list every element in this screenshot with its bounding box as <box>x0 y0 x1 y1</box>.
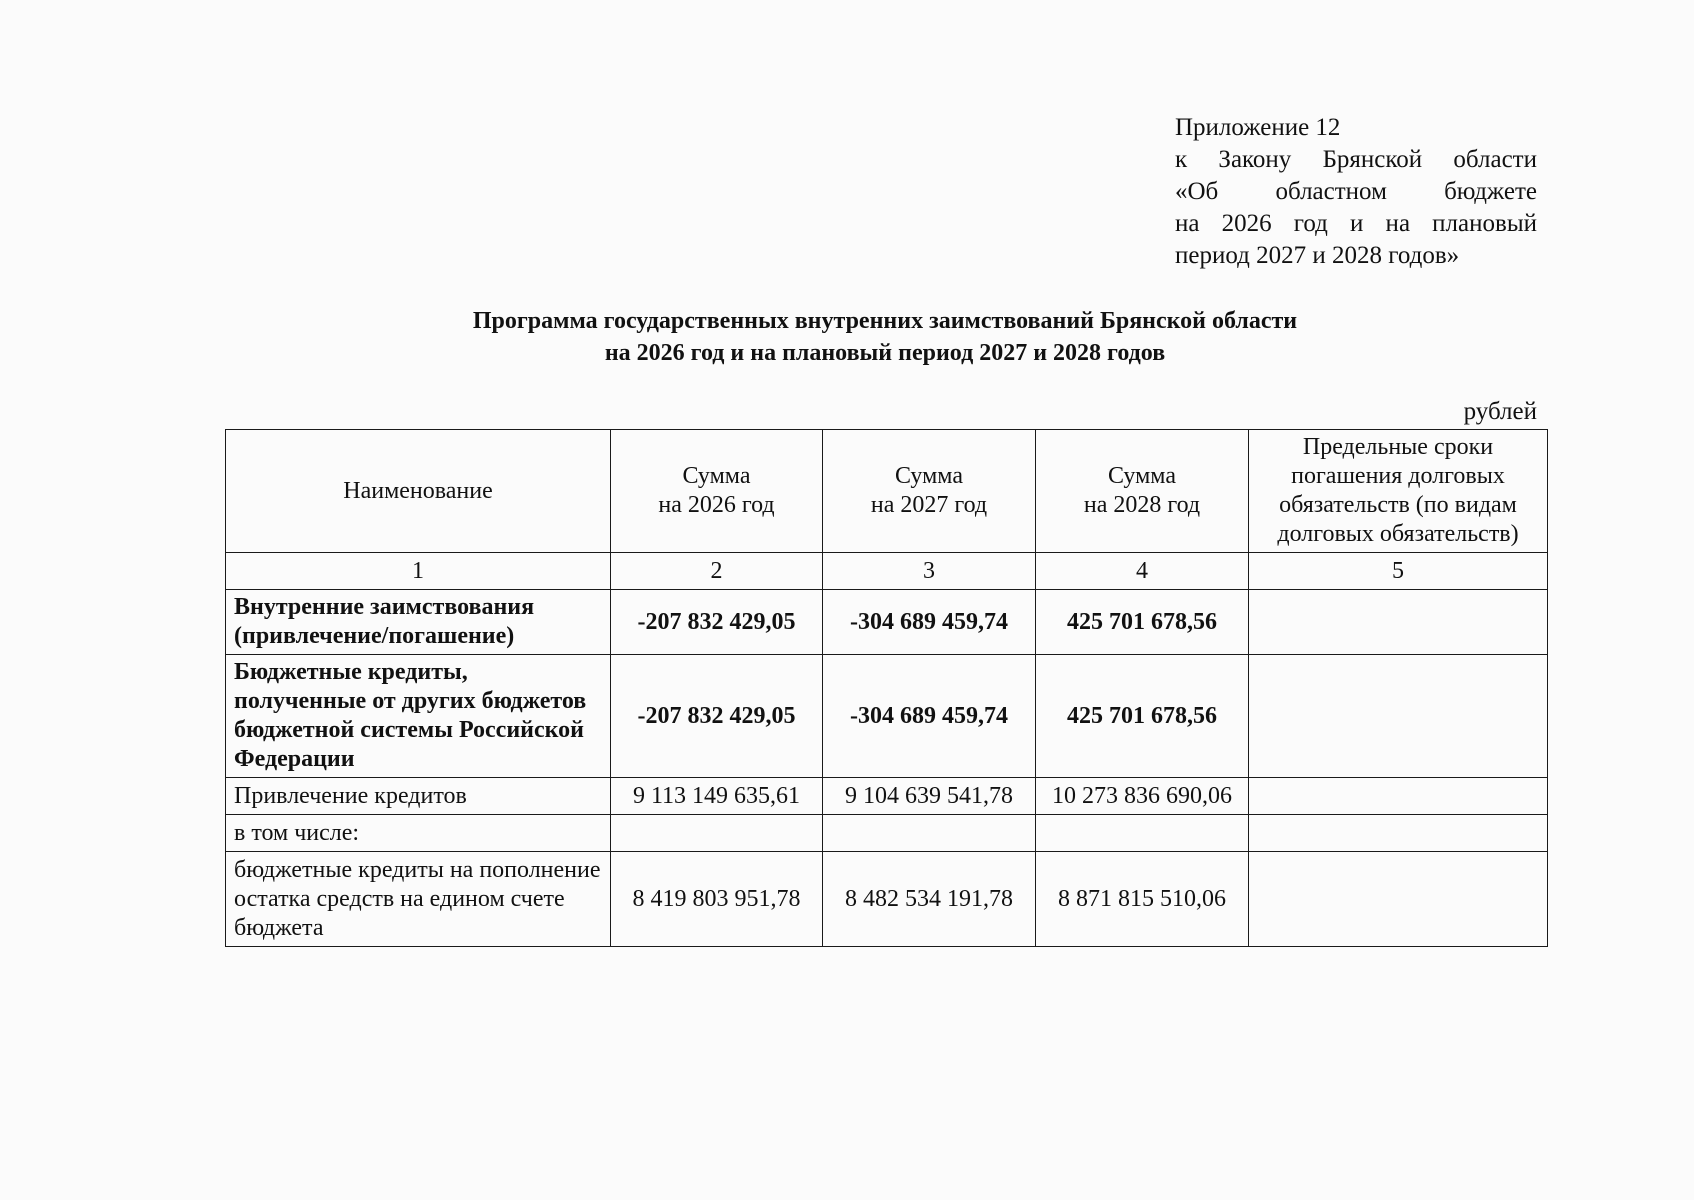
header-sum-2028-line1: Сумма <box>1108 463 1176 489</box>
row-value-2028: 10 273 836 690,06 <box>1036 778 1249 815</box>
header-sum-2028-line2: на 2028 год <box>1083 492 1201 518</box>
row-value-2027: 9 104 639 541,78 <box>823 778 1036 815</box>
row-value-2028: 8 871 815 510,06 <box>1036 852 1249 947</box>
row-terms <box>1249 815 1548 852</box>
row-value-2027: -304 689 459,74 <box>823 590 1036 655</box>
appendix-line-4: на 2026 год и на плановый <box>1175 210 1537 237</box>
appendix-line-2: к Закону Брянской области <box>1175 146 1537 173</box>
table-row <box>226 778 1548 815</box>
row-terms <box>1249 590 1548 655</box>
table-row <box>226 655 1548 778</box>
row-value-2027: 8 482 534 191,78 <box>823 852 1036 947</box>
units-label: рублей <box>1463 398 1537 425</box>
title-line-2: на 2026 год и на плановый период 2027 и 2028 годов <box>604 340 1166 366</box>
row-value-2026: 9 113 149 635,61 <box>611 778 823 815</box>
header-sum-2026-line1: Сумма <box>682 463 751 489</box>
document-title <box>225 305 1545 369</box>
table-row <box>226 590 1548 655</box>
row-value-2026: -207 832 429,05 <box>611 655 823 778</box>
table-row <box>226 815 1548 852</box>
appendix-line-1: Приложение 12 <box>1175 114 1341 141</box>
header-sum-2027 <box>823 430 1036 553</box>
appendix-block <box>1175 112 1537 272</box>
row-value-2028: 425 701 678,56 <box>1036 655 1249 778</box>
row-name: Привлечение кредитов <box>226 778 611 815</box>
column-number-row <box>226 553 1548 590</box>
column-number: 2 <box>611 553 823 590</box>
header-sum-2027-line2: на 2027 год <box>870 492 988 518</box>
header-sum-2026 <box>611 430 823 553</box>
column-number: 4 <box>1036 553 1249 590</box>
row-terms <box>1249 655 1548 778</box>
row-name: Внутренние заимствования (привлечение/погашение) <box>226 590 611 655</box>
column-number: 1 <box>226 553 611 590</box>
row-value-2026: -207 832 429,05 <box>611 590 823 655</box>
row-terms <box>1249 852 1548 947</box>
row-value-2027: -304 689 459,74 <box>823 655 1036 778</box>
row-name: Бюджетные кредиты, полученные от других бюджетов бюджетной системы Российской Федерации <box>226 655 611 778</box>
header-sum-2026-line2: на 2026 год <box>658 492 775 518</box>
header-sum-2027-line1: Сумма <box>895 463 963 489</box>
column-number: 3 <box>823 553 1036 590</box>
row-name: в том числе: <box>226 815 611 852</box>
table-header-row <box>226 430 1548 553</box>
borrowing-table <box>225 429 1548 947</box>
row-value-2026: 8 419 803 951,78 <box>611 852 823 947</box>
header-terms: Предельные сроки погашения долговых обязательств (по видам долговых обязательств) <box>1249 430 1548 553</box>
row-value-2027 <box>823 815 1036 852</box>
appendix-line-3: «Об областном бюджете <box>1175 178 1537 205</box>
header-sum-2028 <box>1036 430 1249 553</box>
column-number: 5 <box>1249 553 1548 590</box>
row-name: бюджетные кредиты на пополнение остатка средств на едином счете бюджета <box>226 852 611 947</box>
row-value-2028 <box>1036 815 1249 852</box>
row-value-2028: 425 701 678,56 <box>1036 590 1249 655</box>
table-row <box>226 852 1548 947</box>
header-name: Наименование <box>226 430 611 553</box>
appendix-line-5: период 2027 и 2028 годов» <box>1175 242 1460 269</box>
title-line-1: Программа государственных внутренних заимствований Брянской области <box>472 308 1298 334</box>
row-terms <box>1249 778 1548 815</box>
row-value-2026 <box>611 815 823 852</box>
